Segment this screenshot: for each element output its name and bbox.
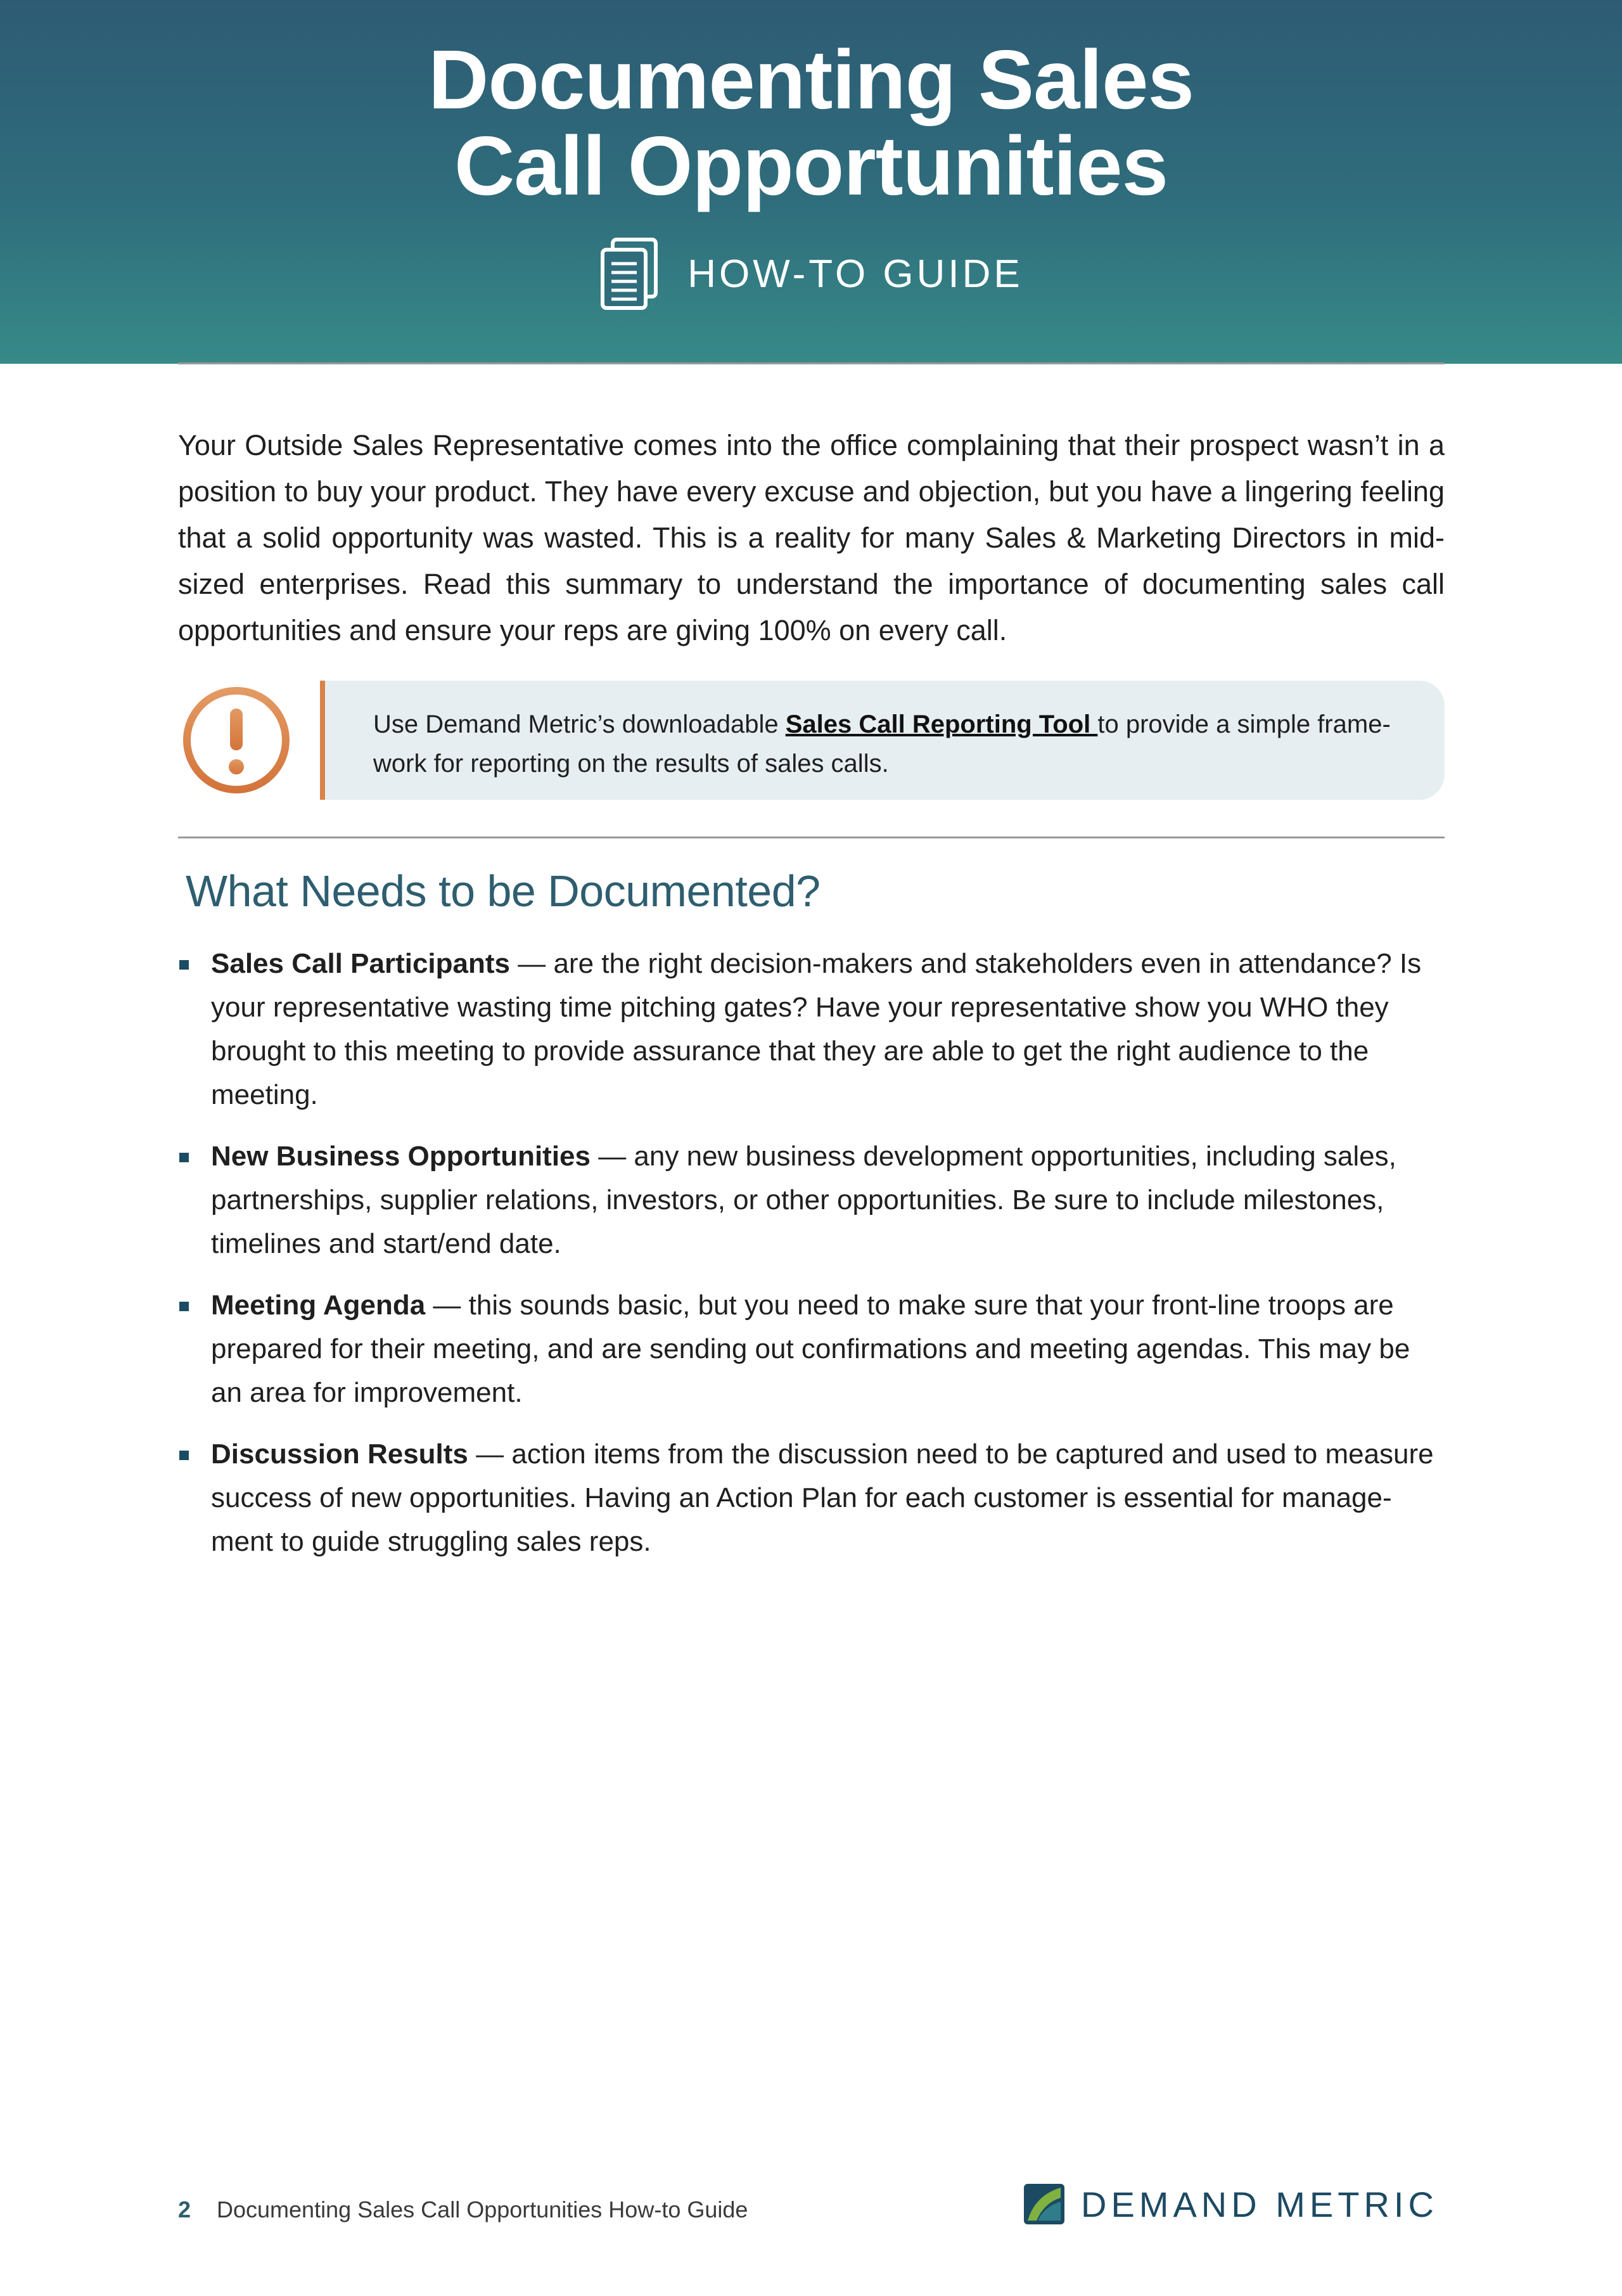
title-line-2: Call Opportunities xyxy=(454,119,1168,212)
callout-text xyxy=(325,681,1445,800)
list-item-term: Sales Call Participants xyxy=(211,948,510,979)
document-icon xyxy=(599,237,660,311)
list-item-term: New Business Opportunities xyxy=(211,1141,591,1172)
list-item-term: Meeting Agenda xyxy=(211,1290,426,1321)
bullet-square-icon xyxy=(179,1451,189,1460)
list-item xyxy=(178,1134,1445,1266)
list-item xyxy=(178,942,1445,1117)
subtitle: HOW-TO GUIDE xyxy=(687,252,1023,296)
section-divider xyxy=(178,837,1445,838)
intro-paragraph: Your Outside Sales Representative comes into the office complaining that their prospect wasn’t in a position to buy your product. They have every excuse and objection, but you have a lingering feeling that a solid opportunity was wasted. This is a reality for many Sales & Marketing Directors in mid-sized enterprises. Read this summary to understand the importance of documenting sales call opportunities and ensure your reps are giving 100% on every call. xyxy=(178,429,1445,646)
callout-suffix: to provide a simple frame-work for reporting on the results of sales calls. xyxy=(373,710,1391,778)
sales-call-reporting-tool-link[interactable]: Sales Call Reporting Tool xyxy=(785,710,1098,738)
subtitle-row xyxy=(0,236,1622,312)
title-line-1: Documenting Sales xyxy=(428,33,1194,126)
header-banner xyxy=(0,0,1622,364)
list-item-text: — action items from the discussion need to be captured and used to measure success of new opportunities. Having an Action Plan for each customer is essential for manage-ment to guide struggling sales reps. xyxy=(211,1439,1434,1557)
list-item xyxy=(178,1283,1445,1414)
list-item-term: Discussion Results xyxy=(211,1439,468,1470)
callout-prefix: Use Demand Metric’s downloadable xyxy=(373,710,786,738)
top-divider xyxy=(178,362,1445,364)
bullet-square-icon xyxy=(179,1302,189,1311)
logo-mark-icon xyxy=(1023,2183,1066,2226)
bullet-square-icon xyxy=(179,1153,189,1162)
list-item-text: — any new business development opportunities, including sales, partnerships, supplier relations, investors, or other opportunities. Be sure to include milestones, timelines and start/end date. xyxy=(211,1141,1396,1259)
list-item-text: — are the right decision-makers and stakeholders even in attendance? Is your representative wasting time pitching gates? Have your representative show you WHO they brought to this meeting to provide assurance that they are able to get the right audience to the meeting. xyxy=(211,948,1422,1110)
logo-text: DEMAND METRIC xyxy=(1081,2184,1438,2224)
alert-icon xyxy=(182,686,291,795)
list-item-text: — this sounds basic, but you need to make sure that your front-line troops are prepared for their meeting, and are sending out confirmations and meeting agendas. This may be an area for improvement. xyxy=(211,1290,1410,1408)
callout-accent-bar xyxy=(320,681,325,800)
page-number: 2 xyxy=(178,2197,191,2222)
callout-box xyxy=(178,678,1445,800)
demand-metric-logo xyxy=(1023,2177,1447,2231)
section-heading: What Needs to be Documented? xyxy=(186,866,821,916)
page-title xyxy=(0,33,1622,212)
bullet-list xyxy=(178,942,1445,1581)
list-item xyxy=(178,1432,1445,1563)
footer-doc-title: Documenting Sales Call Opportunities How-to Guide xyxy=(217,2197,748,2222)
bullet-square-icon xyxy=(179,960,189,970)
